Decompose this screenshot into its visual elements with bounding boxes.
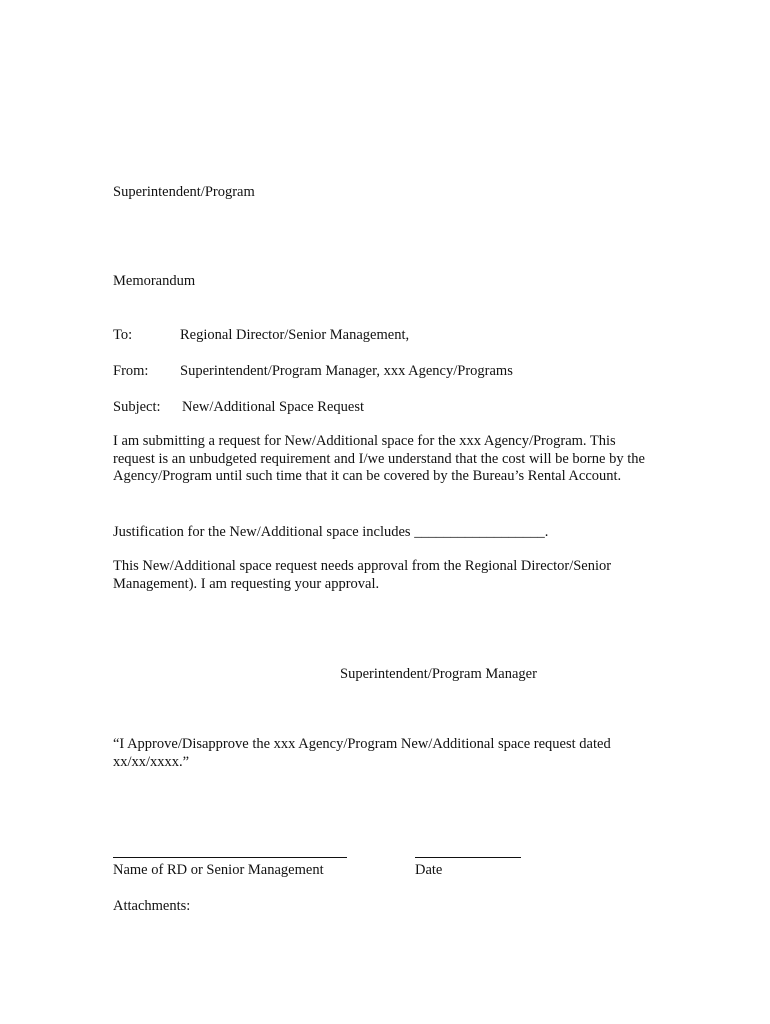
from-row — [113, 362, 513, 380]
from-label: From: — [113, 363, 149, 379]
name-label: Name of RD or Senior Management — [113, 862, 324, 878]
subject-row — [113, 398, 364, 416]
to-value: Regional Director/Senior Management, — [180, 327, 410, 343]
from-value: Superintendent/Program Manager, xxx Agency/Programs — [180, 363, 513, 379]
date-label: Date — [415, 862, 443, 878]
sender-line: Superintendent/Program — [113, 184, 255, 200]
signature-title: Superintendent/Program Manager — [340, 666, 537, 682]
subject-label: Subject: — [113, 399, 161, 415]
name-signature-line — [113, 857, 347, 858]
to-label: To: — [113, 327, 133, 343]
body-paragraph-approval-needed: This New/Additional space request needs approval from the Regional Director/Senior Management). I am requesting your approval. — [113, 558, 612, 592]
date-signature-line — [415, 857, 521, 858]
to-row — [113, 326, 409, 344]
subject-value: New/Additional Space Request — [182, 399, 365, 415]
approval-statement — [113, 736, 653, 771]
body-paragraph-justification: Justification for the New/Additional space includes __________________. — [113, 524, 549, 540]
approval-statement-text: “I Approve/Disapprove the xxx Agency/Program New/Additional space request dated xx/xx/xxxx.” — [113, 736, 611, 770]
memo-title: Memorandum — [113, 273, 196, 289]
body-paragraph-request: I am submitting a request for New/Additional space for the xxx Agency/Program. This request is an unbudgeted requirement and I/we understand that the cost will be borne by the Agency/Program until such time that it can be covered by the Bureau’s Rental Account. — [113, 433, 645, 485]
attachments-label: Attachments: — [113, 898, 191, 914]
